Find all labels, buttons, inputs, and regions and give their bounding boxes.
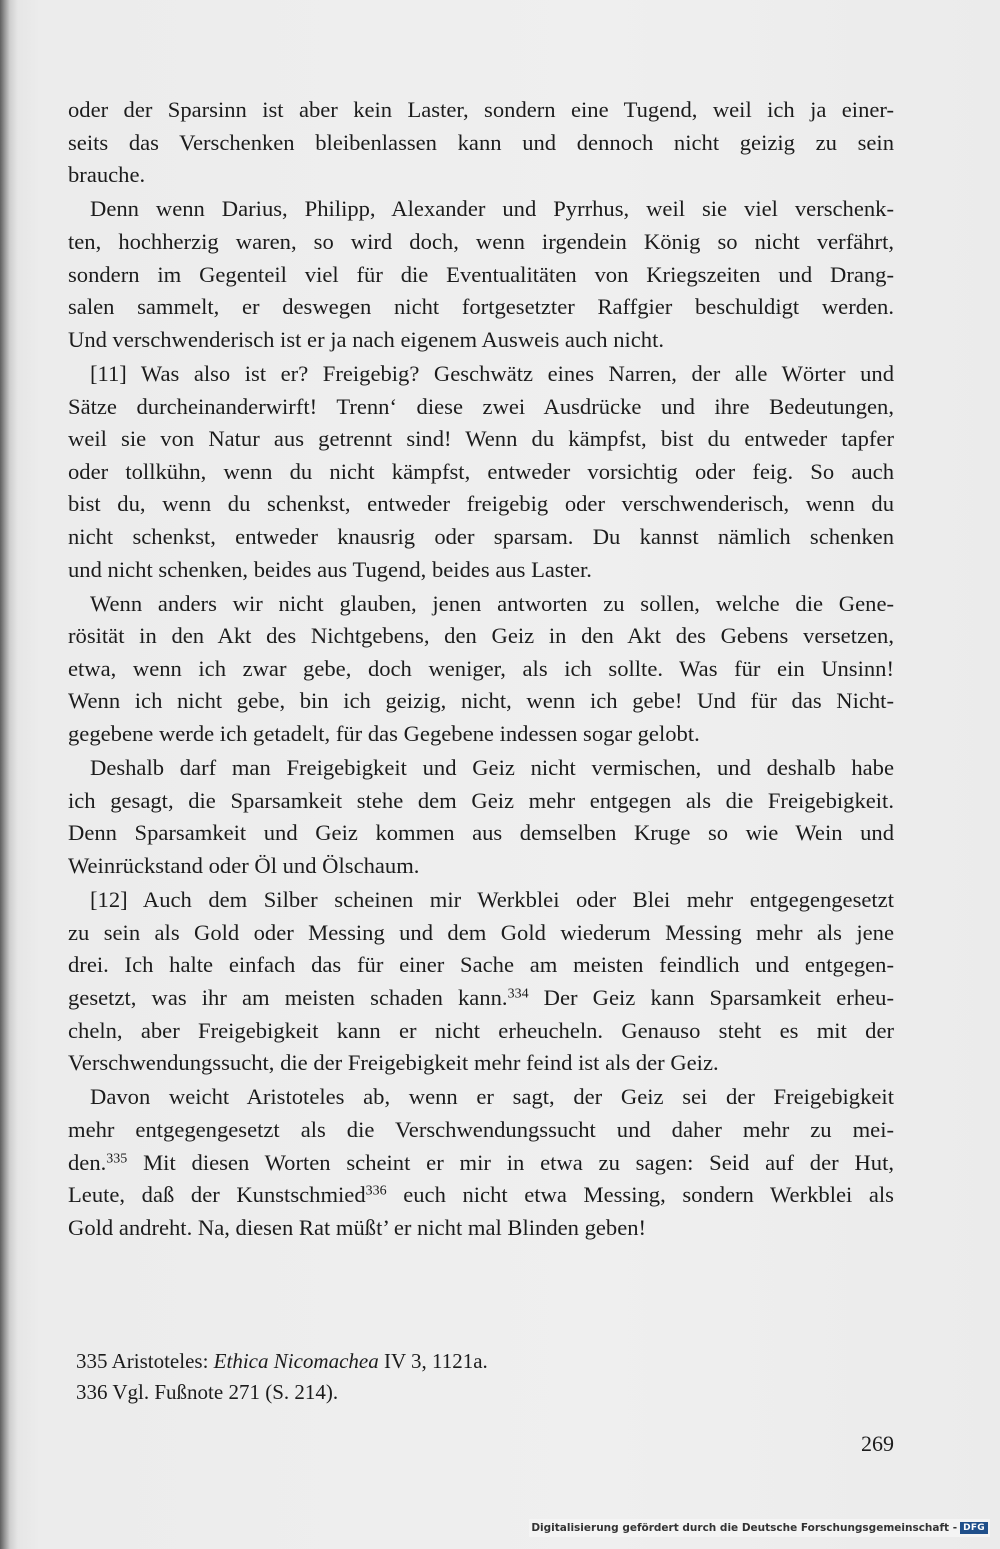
main-text [68, 94, 894, 1244]
text-line: sondern im Gegenteil viel für die Eventualitäten von Kriegszeiten und Drang- [68, 261, 894, 287]
footnotes [76, 1346, 488, 1408]
funding-credit [529, 1519, 990, 1537]
text-line: [11] Was also ist er? Freigebig? Geschwätz eines Narren, der alle Wörter und [90, 360, 894, 386]
text-line: etwa, wenn ich zwar gebe, doch weniger, als ich sollte. Was für ein Unsinn! [68, 655, 894, 681]
text-line: ich gesagt, die Sparsamkeit stehe dem Geiz mehr entgegen als die Freigebigkeit. [68, 787, 894, 813]
page-number: 269 [861, 1431, 894, 1456]
text-line: Denn Sparsamkeit und Geiz kommen aus demselben Kruge so wie Wein und [68, 820, 894, 846]
footnote-marker: 336 [365, 1183, 387, 1199]
text-line: mehr entgegengesetzt als die Verschwendungssucht und daher mehr zu mei- [68, 1116, 894, 1142]
paragraph [68, 752, 894, 882]
footnote-336: 336 Vgl. Fußnote 271 (S. 214). [76, 1380, 339, 1404]
dfg-logo: DFG [960, 1522, 988, 1534]
text-line: oder der Sparsinn ist aber kein Laster, sondern eine Tugend, weil ich ja einer- [68, 97, 894, 122]
paragraph [68, 588, 894, 751]
paragraph [68, 884, 894, 1080]
paragraph [68, 193, 894, 356]
credit-text: Digitalisierung gefördert durch die Deutsche Forschungsgemeinschaft - [531, 1522, 958, 1534]
text-line: cheln, aber Freigebigkeit kann er nicht erheucheln. Genauso steht es mit der [68, 1017, 894, 1043]
text-line: ten, hochherzig waren, so wird doch, wenn irgendein König so nicht verfährt, [68, 228, 894, 254]
text-line: zu sein als Gold oder Messing und dem Gold wiederum Messing mehr als jene [68, 919, 894, 945]
text-line: Und verschwenderisch ist er ja nach eigenem Ausweis auch nicht. [68, 326, 665, 352]
text-line: oder tollkühn, wenn du nicht kämpfst, entweder vorsichtig oder feig. So auch [68, 458, 894, 484]
text-line: weil sie von Natur aus getrennt sind! Wenn du kämpfst, bist du entweder tapfer [68, 426, 894, 452]
paragraph [68, 1081, 894, 1244]
text-line: gegebene werde ich getadelt, für das Gegebene indessen sogar gelobt. [68, 721, 700, 747]
text-line: Sätze durcheinanderwirft! Trenn‘ diese zwei Ausdrücke und ihre Bedeutungen, [68, 393, 894, 419]
text-line: drei. Ich halte einfach das für einer Sache am meisten feindlich und entgegen- [68, 952, 894, 978]
paragraph [68, 358, 894, 586]
footnote-335: 335 Aristoteles: Ethica Nicomachea IV 3, 1121a. [76, 1349, 488, 1373]
text-line: seits das Verschenken bleibenlassen kann und dennoch nicht geizig zu sein [68, 129, 894, 155]
text-line: Denn wenn Darius, Philipp, Alexander und Pyrrhus, weil sie viel verschenk- [90, 196, 894, 222]
text-line: Wenn anders wir nicht glauben, jenen antworten zu sollen, welche die Gene- [90, 590, 894, 616]
text-line: Verschwendungssucht, die der Freigebigkeit mehr feind ist als der Geiz. [68, 1050, 719, 1076]
text-line: brauche. [68, 162, 146, 188]
text-line: Gold andreht. Na, diesen Rat müßt’ er nicht mal Blinden geben! [68, 1214, 647, 1240]
text-line: rösität in den Akt des Nichtgebens, den Geiz in den Akt des Gebens versetzen, [68, 623, 894, 649]
footnote-marker: 334 [507, 986, 529, 1002]
text-line: bist du, wenn du schenkst, entweder freigebig oder verschwenderisch, wenn du [68, 491, 894, 517]
text-line: den.$^{335}$ Mit diesen Worten scheint er mir in etwa zu sagen: Seid auf der Hut, [68, 1149, 894, 1175]
text-line: und nicht schenken, beides aus Tugend, beides aus Laster. [68, 556, 592, 582]
footnote-marker: 335 [106, 1150, 128, 1166]
text-line: Deshalb darf man Freigebigkeit und Geiz nicht vermischen, und deshalb habe [90, 755, 894, 781]
text-line: salen sammelt, er deswegen nicht fortgesetzter Raffgier beschuldigt werden. [68, 294, 894, 320]
text-line: nicht schenkst, entweder knausrig oder sparsam. Du kannst nämlich schenken [68, 523, 894, 549]
text-line: [12] Auch dem Silber scheinen mir Werkblei oder Blei mehr entgegengesetzt [90, 887, 894, 913]
text-line: Weinrückstand oder Öl und Ölschaum. [68, 853, 420, 879]
paragraph [68, 94, 894, 192]
text-line: Davon weicht Aristoteles ab, wenn er sagt, der Geiz sei der Freigebigkeit [90, 1084, 894, 1110]
text-line: gesetzt, was ihr am meisten schaden kann.$^{334}$ Der Geiz kann Sparsamkeit erheu- [68, 985, 894, 1010]
text-line: Wenn ich nicht gebe, bin ich geizig, nicht, wenn ich gebe! Und für das Nicht- [68, 688, 894, 714]
text-line: Leute, daß der Kunstschmied$^{336}$ euch nicht etwa Messing, sondern Werkblei als [68, 1182, 894, 1208]
